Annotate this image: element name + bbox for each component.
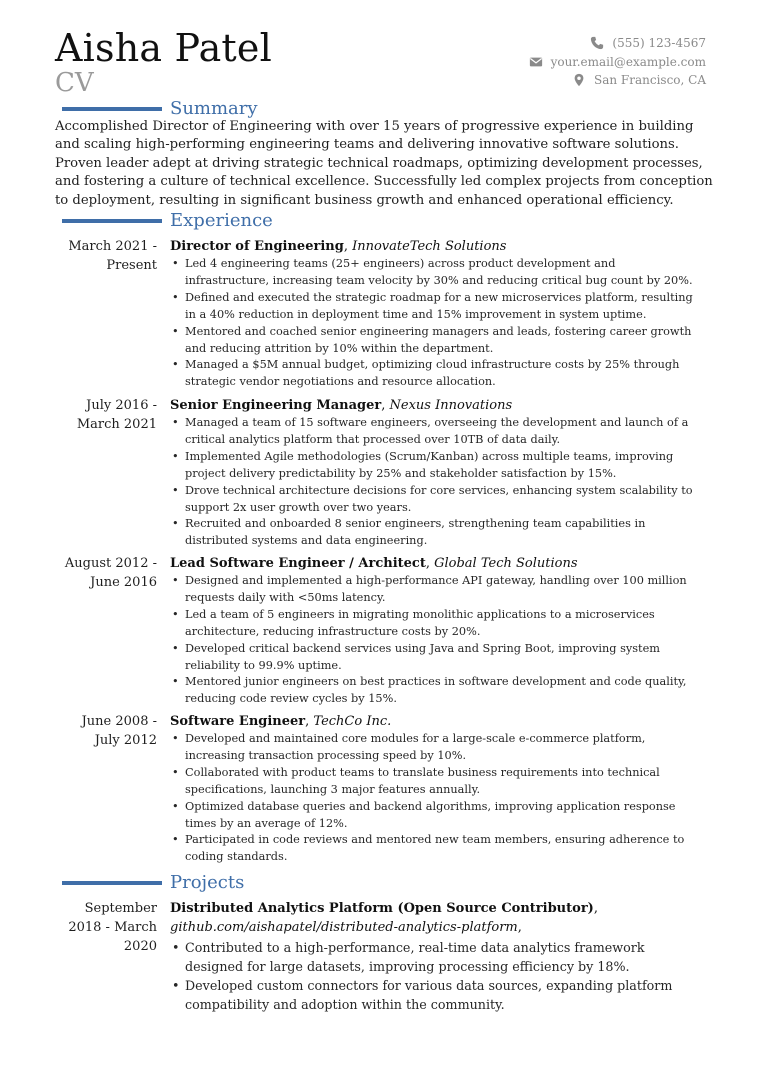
- section-title: Experience: [170, 210, 273, 231]
- bullet-list: [170, 256, 700, 391]
- entry-title: Software Engineer, TechCo Inc.: [170, 714, 392, 729]
- bullet-list: [170, 938, 690, 1014]
- entry-dates: [47, 712, 157, 750]
- company-name: InnovateTech Solutions: [352, 239, 507, 254]
- bullet-list: [170, 731, 700, 866]
- bullet-item: • Implemented Agile methodologies (Scrum/Kanban) across multiple teams, improving project delivery predictability by 25% and stakeholder satisfaction by 15%.: [170, 449, 700, 483]
- date-start: March 2021 -: [68, 239, 157, 254]
- job-title: Senior Engineering Manager: [170, 398, 382, 413]
- date-line: 2018 - March: [68, 920, 157, 935]
- bullet-item: • Led a team of 5 engineers in migrating monolithic applications to a microservices architecture, reducing infrastructure costs by 20%.: [170, 607, 700, 641]
- company-name: TechCo Inc.: [313, 714, 392, 729]
- location-text: San Francisco, CA: [593, 73, 706, 87]
- job-title: Director of Engineering: [170, 239, 344, 254]
- date-end: June 2016: [90, 575, 157, 590]
- contact-email: [529, 53, 706, 72]
- bullet-item: • Collaborated with product teams to translate business requirements into technical specifications, launching 3 major features annually.: [170, 765, 700, 799]
- experience-heading: [62, 211, 273, 231]
- summary-heading: [62, 99, 258, 119]
- bullet-item: • Managed a $5M annual budget, optimizing cloud infrastructure costs by 25% through strategic vendor negotiations and resource allocation.: [170, 357, 700, 391]
- entry-title: Senior Engineering Manager, Nexus Innovations: [170, 398, 513, 413]
- date-end: March 2021: [76, 417, 157, 432]
- entry-title: Lead Software Engineer / Architect, Global Tech Solutions: [170, 556, 578, 571]
- entry-dates: [47, 237, 157, 275]
- date-line: September: [84, 901, 157, 916]
- entry-dates: [47, 899, 157, 956]
- map-pin-icon: [572, 73, 586, 87]
- bullet-item: • Contributed to a high-performance, real-time data analytics framework designed for large datasets, improving processing efficiency by 18%.: [170, 938, 690, 976]
- bullet-item: • Mentored and coached senior engineering managers and leads, fostering career growth and reducing attrition by 10% within the department.: [170, 324, 700, 358]
- bullet-item: • Developed custom connectors for various data sources, expanding platform compatibility and adoption within the community.: [170, 976, 690, 1014]
- contact-info: [529, 34, 706, 90]
- bullet-list: [170, 573, 700, 708]
- bullet-item: • Participated in code reviews and mentored new team members, ensuring adherence to coding standards.: [170, 832, 700, 866]
- section-bar: [62, 881, 162, 885]
- section-bar: [62, 219, 162, 223]
- bullet-item: • Mentored junior engineers on best practices in software development and code quality, reducing code review cycles by 15%.: [170, 674, 700, 708]
- date-end: July 2012: [94, 733, 157, 748]
- entry-title: Director of Engineering, InnovateTech Solutions: [170, 239, 507, 254]
- job-title: Lead Software Engineer / Architect: [170, 556, 426, 571]
- envelope-icon: [529, 55, 543, 69]
- document-subtitle: CV: [55, 68, 94, 98]
- project-title: Distributed Analytics Platform (Open Source Contributor): [170, 901, 594, 916]
- entry-title: Distributed Analytics Platform (Open Source Contributor), github.com/aishapatel/distributed-analytics-platform,: [170, 901, 598, 935]
- entry-body: [170, 237, 700, 391]
- company-name: Nexus Innovations: [389, 398, 513, 413]
- entry-body: [170, 712, 700, 866]
- phone-icon: [590, 36, 604, 50]
- date-end: Present: [106, 258, 157, 273]
- bullet-item: • Defined and executed the strategic roadmap for a new microservices platform, resulting in a 40% reduction in deployment time and 15% improvement in system uptime.: [170, 290, 700, 324]
- bullet-item: • Led 4 engineering teams (25+ engineers) across product development and infrastructure, increasing team velocity by 30% and reducing critical bug count by 20%.: [170, 256, 700, 290]
- entry-body: [170, 899, 690, 1014]
- contact-location: [529, 71, 706, 90]
- bullet-item: • Developed and maintained core modules for a large-scale e-commerce platform, increasing transaction processing speed by 10%.: [170, 731, 700, 765]
- section-title: Projects: [170, 872, 245, 893]
- date-start: August 2012 -: [64, 556, 157, 571]
- bullet-item: • Recruited and onboarded 8 senior engineers, strengthening team capabilities in distributed systems and data engineering.: [170, 516, 700, 550]
- entry-body: [170, 554, 700, 708]
- email-address[interactable]: your.email@example.com: [550, 54, 706, 69]
- entry-dates: [47, 396, 157, 434]
- contact-phone: [529, 34, 706, 53]
- entry-dates: [47, 554, 157, 592]
- section-title: Summary: [170, 98, 258, 119]
- company-name: Global Tech Solutions: [434, 556, 578, 571]
- summary-text: Accomplished Director of Engineering with over 15 years of progressive experience in building and scaling high-performing engineering teams and delivering innovative software solutions. Proven leader adept at driving strategic technical roadmaps, optimizing development processes, and fostering a culture of technical excellence. Successfully led complex projects from conception to deployment, resulting in significant business growth and enhanced operational efficiency.: [55, 119, 713, 208]
- section-bar: [62, 107, 162, 111]
- date-start: June 2008 -: [81, 714, 157, 729]
- date-line: 2020: [123, 939, 157, 954]
- bullet-item: • Designed and implemented a high-performance API gateway, handling over 100 million requests daily with <50ms latency.: [170, 573, 700, 607]
- projects-heading: [62, 873, 244, 893]
- bullet-item: • Optimized database queries and backend algorithms, improving application response times by an average of 12%.: [170, 799, 700, 833]
- bullet-item: • Developed critical backend services using Java and Spring Boot, improving system reliability to 99.9% uptime.: [170, 641, 700, 675]
- bullet-item: • Managed a team of 15 software engineers, overseeing the development and launch of a critical analytics platform that processed over 10TB of data daily.: [170, 415, 700, 449]
- bullet-item: • Drove technical architecture decisions for core services, enhancing system scalability to support 2x user growth over two years.: [170, 483, 700, 517]
- bullet-list: [170, 415, 700, 550]
- date-start: July 2016 -: [86, 398, 157, 413]
- phone-number[interactable]: (555) 123-4567: [612, 36, 706, 50]
- job-title: Software Engineer: [170, 714, 306, 729]
- project-link[interactable]: github.com/aishapatel/distributed-analytics-platform: [170, 920, 518, 935]
- entry-body: [170, 396, 700, 550]
- candidate-name: Aisha Patel: [55, 26, 272, 70]
